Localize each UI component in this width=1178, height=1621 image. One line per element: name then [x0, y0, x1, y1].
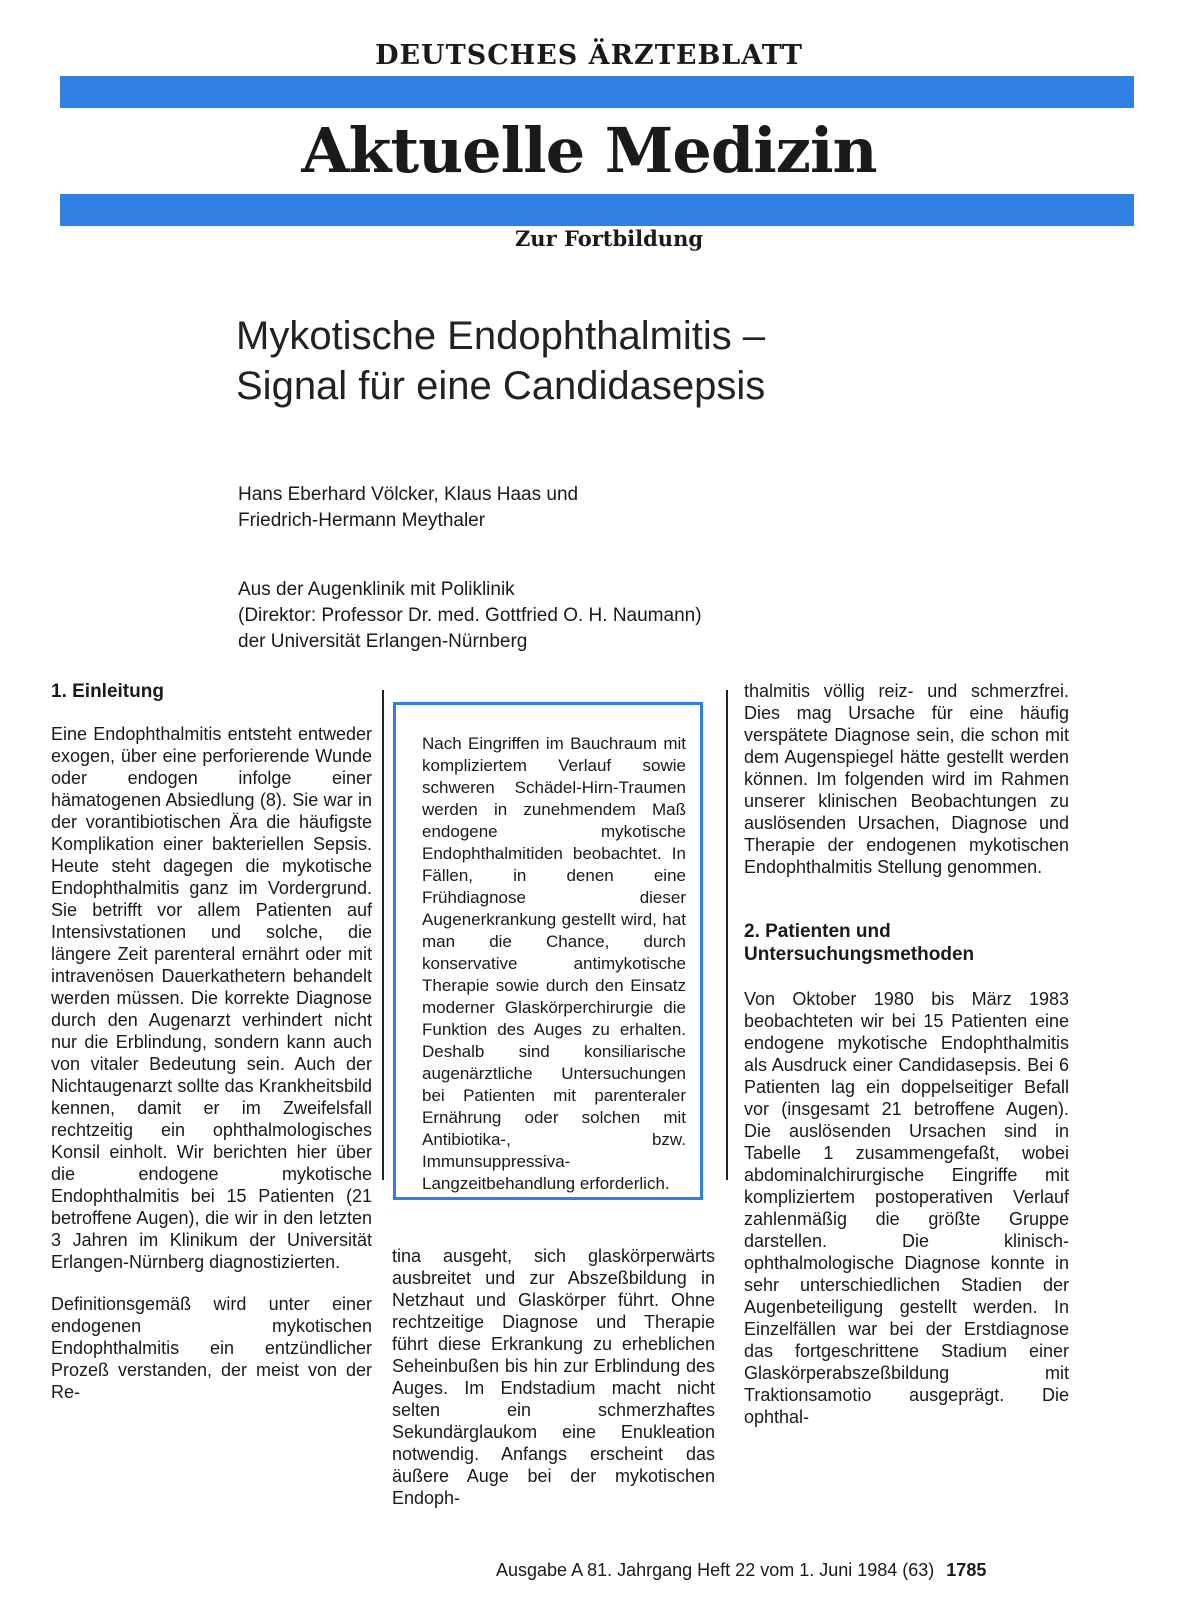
heading-line-2: Untersuchungsmethoden: [744, 944, 975, 965]
body-paragraph: tina ausgeht, sich glaskörperwärts ausbreitet und zur Abszeßbildung in Netzhaut und Glaskörper führt. Ohne rechtzeitige Diagnose und Therapie führt diese Erkrankung zu erheblichen Seheinbußen bis hin zur Erblindung des Auges. Im Endstadium macht nicht selten ein schmerzhaftes Sekundärglaukom eine Enukleation notwendig. Anfangs erscheint das äußere Auge bei der mykotischen Endoph-: [392, 1246, 715, 1508]
column-2-continued: [392, 1245, 715, 1509]
column-rule-left: [382, 690, 384, 1180]
authors: [238, 482, 1138, 534]
affiliation-line-3: der Universität Erlangen-Nürnberg: [238, 631, 528, 652]
page-footer: [496, 1560, 1136, 1581]
heading-line-1: 2. Patienten und: [744, 921, 891, 942]
title-line-2: Signal für eine Candidasepsis: [236, 364, 766, 408]
affiliation: [238, 577, 1138, 655]
blue-band-top: [60, 76, 1134, 108]
affiliation-line-2: (Direktor: Professor Dr. med. Gottfried O. H. Naumann): [238, 605, 702, 626]
title-line-1: Mykotische Endophthalmitis –: [236, 314, 766, 358]
journal-masthead: DEUTSCHES ÄRZTEBLATT: [375, 40, 803, 71]
body-paragraph: Eine Endophthalmitis entsteht entweder exogen, über eine perforierende Wunde oder endogen infolge einer hämatogenen Absiedlung (8). Sie war in der vorantibiotischen Ära die häufigste Komplikation einer bakteriellen Sepsis. Heute steht dagegen die mykotische Endophthalmitis ganz im Vordergrund. Sie betrifft vor allem Patienten auf Intensivstationen und solche, die längere Zeit parenteral ernährt oder mit intravenösen Dauerkathetern behandelt werden müssen. Die korrekte Diagnose durch den Augenarzt verhindert nicht nur die Erblindung, sondern kann auch von vitaler Bedeutung sein. Auch der Nichtaugenarzt sollte das Krankheitsbild kennen, damit er im Zweifelsfall rechtzeitig ein ophthalmologisches Konsil einholt. Wir berichten hier über die endogene mykotische Endophthalmitis bei 15 Patienten (21 betroffene Augen), die wir in den letzten 3 Jahren im Klinikum der Universität Erlangen-Nürnberg diagnostizierten.: [51, 724, 372, 1272]
authors-line-2: Friedrich-Hermann Meythaler: [238, 510, 486, 531]
body-paragraph: thalmitis völlig reiz- und schmerzfrei. Dies mag Ursache für eine häufig verspätete Diagnose sein, die schon mit dem Augenspiegel hätte gestellt werden können. Im folgenden wird im Rahmen unserer klinischen Beobachtungen zu auslösenden Ursachen, Diagnose und Therapie der endogenen mykotischen Endophthalmitis Stellung genommen.: [744, 681, 1069, 877]
column-1: [51, 680, 372, 1403]
page-number: 1785: [946, 1560, 987, 1580]
blue-band-bottom: [60, 194, 1134, 226]
body-paragraph: Definitionsgemäß wird unter einer endogenen mykotischen Endophthalmitis ein entzündlicher Prozeß verstanden, der meist von der Re-: [51, 1294, 372, 1402]
summary-box: [393, 702, 703, 1200]
article-title: [236, 311, 1136, 411]
heading-einleitung: 1. Einleitung: [51, 681, 164, 702]
affiliation-line-1: Aus der Augenklinik mit Poliklinik: [238, 579, 515, 600]
summary-text: Nach Eingriffen im Bauchraum mit kompliziertem Verlauf sowie schweren Schädel-Hirn-Traumen werden in zunehmendem Maß endogene mykotische Endophthalmitiden beobachtet. In Fällen, in denen eine Frühdiagnose dieser Augenerkrankung gestellt wird, hat man die Chance, durch konservative antimykotische Therapie sowie durch den Einsatz moderner Glaskörperchirurgie die Funktion des Auges zu erhalten. Deshalb sind konsiliarische augenärztliche Untersuchungen bei Patienten mit parenteraler Ernährung oder solchen mit Antibiotika-, bzw. Immunsuppressiva-Langzeitbehandlung erforderlich.: [422, 734, 686, 1193]
heading-patienten: [744, 920, 1069, 966]
column-rule-right: [726, 690, 728, 1180]
body-paragraph: Von Oktober 1980 bis März 1983 beobachteten wir bei 15 Patienten eine endogene mykotische Endophthalmitis als Ausdruck einer Candidasepsis. Bei 6 Patienten lag ein doppelseitiger Befall vor (insgesamt 21 betroffene Augen). Die auslösenden Ursachen sind in Tabelle 1 zusammengefaßt, wobei abdominalchirurgische Eingriffe mit kompliziertem postoperativen Verlauf zahlenmäßig die größte Gruppe darstellen. Die klinisch-ophthalmologische Diagnose konnte in sehr unterschiedlichen Stadien der Augenbeteiligung gestellt werden. In Einzelfällen war bei der Erstdiagnose das fortgeschrittene Stadium einer Glaskörperabszeßbildung mit Traktionsamotio ausgeprägt. Die ophthal-: [744, 989, 1069, 1427]
section-title: Aktuelle Medizin: [301, 114, 877, 187]
column-3: [744, 680, 1069, 1428]
subsection-label: Zur Fortbildung: [514, 226, 704, 251]
authors-line-1: Hans Eberhard Völcker, Klaus Haas und: [238, 484, 579, 505]
issue-info: Ausgabe A 81. Jahrgang Heft 22 vom 1. Juni 1984 (63): [496, 1560, 935, 1580]
